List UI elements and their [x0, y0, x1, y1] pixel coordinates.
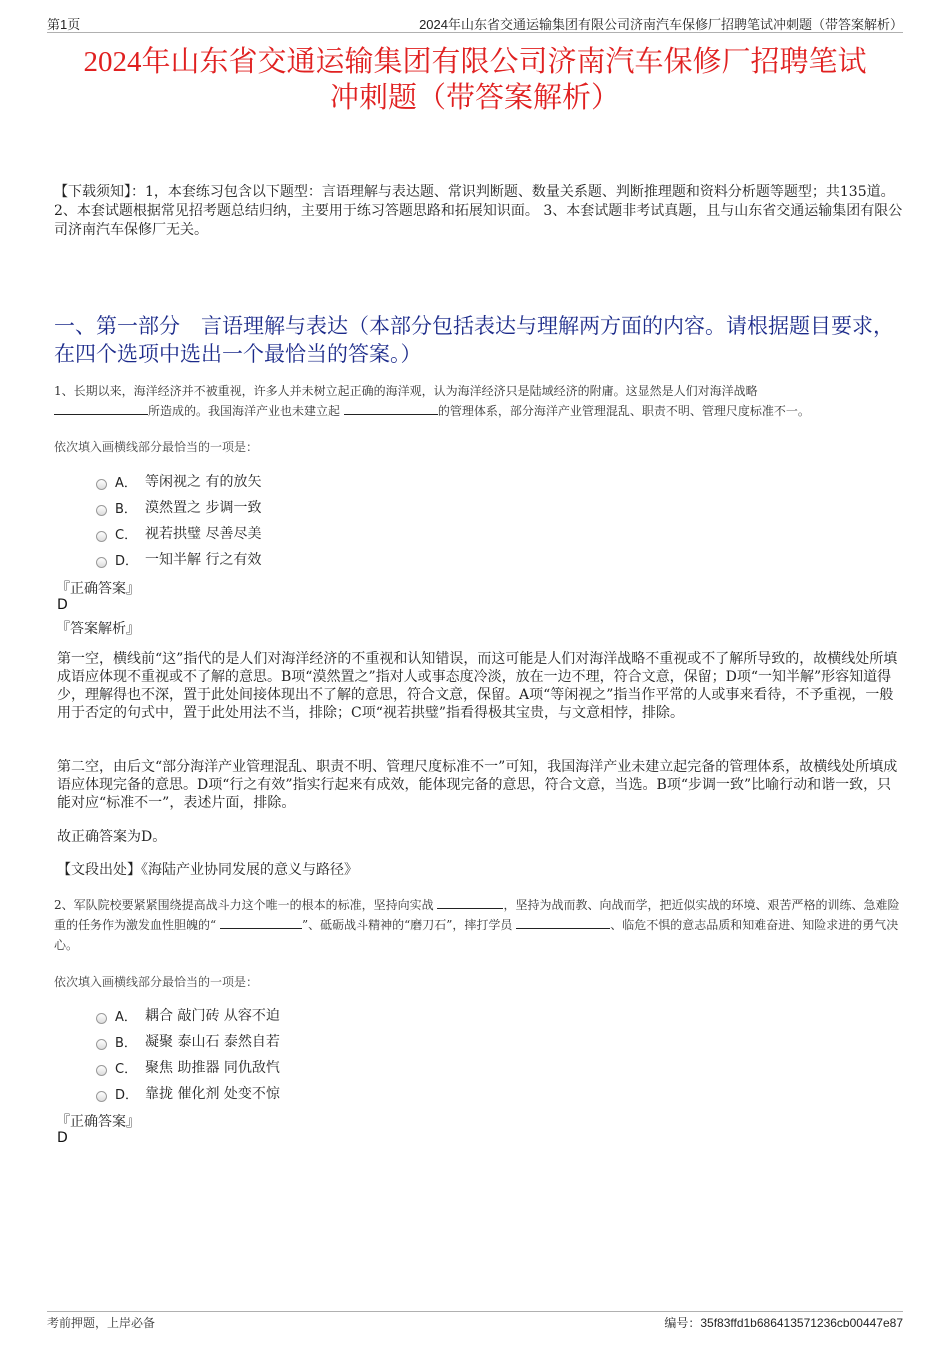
option-c[interactable]: C． 聚焦 助推器 同仇敌忾 — [96, 1054, 280, 1080]
download-notice: 【下载须知】：1，本套练习包含以下题型：言语理解与表达题、常识判断题、数量关系题、判断推理题和资料分析题等题型；共135道。 2、本套试题根据常见招考题总结归纳，主要用于练习答题思路和拓展知识面。 3、本套试题非考试真题，且与山东省交通运输集团有限公司济南汽车保修厂无关。 — [54, 184, 903, 238]
correct-answer-label: 『正确答案』 — [56, 581, 140, 597]
section-heading: 一、第一部分 言语理解与表达（本部分包括表达与理解两方面的内容。请根据题目要求，在四个选项中选出一个最恰当的答案。） — [54, 314, 894, 366]
question-1-options — [96, 468, 261, 572]
question-1-prompt: 依次填入画横线部分最恰当的一项是： — [54, 440, 259, 454]
radio-button[interactable] — [96, 557, 107, 568]
correct-answer: D — [57, 1130, 68, 1146]
document-title — [40, 44, 910, 116]
question-2-options — [96, 1002, 280, 1106]
blank-1 — [437, 896, 503, 909]
blank-2 — [220, 916, 302, 929]
header-doc-title: 2024年山东省交通运输集团有限公司济南汽车保修厂招聘笔试冲刺题（带答案解析） — [419, 17, 903, 32]
title-line-2: 冲刺题（带答案解析） — [329, 82, 620, 114]
option-b[interactable]: B． 凝聚 泰山石 泰然自若 — [96, 1028, 280, 1054]
option-a[interactable]: A． 等闲视之 有的放矢 — [96, 468, 261, 494]
question-2-stem: 2、军队院校要紧紧围绕提高战斗力这个唯一的根本的标准，坚持向实战 ，坚持为战而教、向战而学，把近似实战的环境、艰苦严格的训练、急难险重的任务作为激发血性胆魄的“ ”、砥砺战斗精神的“磨刀石”，摔打学员 、临危不惧的意志品质和知难奋进、知险求进的勇气决心。 — [54, 898, 900, 952]
radio-button[interactable] — [96, 1013, 107, 1024]
blank-3 — [516, 916, 610, 929]
option-a[interactable]: A． 耦合 敲门砖 从容不迫 — [96, 1002, 280, 1028]
analysis-label: 『答案解析』 — [56, 621, 140, 637]
source-citation: 【文段出处】《海陆产业协同发展的意义与路径》 — [57, 862, 358, 878]
blank-2 — [344, 402, 438, 415]
footer-slogan: 考前押题，上岸必备 — [47, 1316, 156, 1330]
option-d[interactable]: D． 靠拢 催化剂 处变不惊 — [96, 1080, 280, 1106]
analysis-paragraph-2: 第二空，由后文“部分海洋产业管理混乱、职责不明、管理尺度标准不一”可知，我国海洋产业未建立起完备的管理体系，故横线处所填成语应体现完备的意思。D项“行之有效”指实行起来有成效，能体现完备的意思，符合文意，当选。B项“步调一致”比喻行动和谐一致，只能对应“标准不一”，表述片面，排除。 — [57, 759, 898, 811]
option-b[interactable]: B． 漠然置之 步调一致 — [96, 494, 261, 520]
correct-answer: D — [57, 597, 68, 613]
analysis-conclusion: 故正确答案为D。 — [57, 829, 167, 845]
question-2-prompt: 依次填入画横线部分最恰当的一项是： — [54, 975, 259, 989]
analysis-paragraph-1: 第一空，横线前“这”指代的是人们对海洋经济的不重视和认知错误，而这可能是人们对海洋战略不重视或不了解所导致的，故横线处所填成语应体现不重视或不了解的意思。B项“漠然置之”指对人或事态度冷淡，放在一边不理，符合文意，保留；D项“一知半解”形容知道得少，理解得也不深，置于此处间接体现出不了解的意思，符合文意，保留。A项“等闲视之”指当作平常的人或事来看待，不予重视，一般用于否定的句式中，置于此处用法不当，排除；C项“视若拱璧”指看得极其宝贵，与文意相悖，排除。 — [57, 651, 898, 721]
option-c[interactable]: C． 视若拱璧 尽善尽美 — [96, 520, 261, 546]
radio-button[interactable] — [96, 531, 107, 542]
question-1-stem: 1、长期以来，海洋经济并不被重视，许多人并未树立起正确的海洋观，认为海洋经济只是陆域经济的附庸。这显然是人们对海洋战略 所造成的。我国海洋产业也未建立起 的管理体系，部分海洋产业管理混乱、职责不明、管理尺度标准不一。 — [54, 384, 810, 418]
code-label: 编号： — [664, 1316, 701, 1330]
correct-answer-label: 『正确答案』 — [56, 1114, 140, 1130]
radio-button[interactable] — [96, 1065, 107, 1076]
footer-divider — [47, 1311, 903, 1312]
page-header — [47, 12, 903, 33]
document-code — [664, 1314, 903, 1331]
option-d[interactable]: D． 一知半解 行之有效 — [96, 546, 261, 572]
radio-button[interactable] — [96, 1091, 107, 1102]
radio-button[interactable] — [96, 1039, 107, 1050]
code-value: 35f83ffd1b686413571236cb00447e87 — [700, 1316, 903, 1330]
radio-button[interactable] — [96, 505, 107, 516]
blank-1 — [54, 402, 148, 415]
radio-button[interactable] — [96, 479, 107, 490]
title-line-1: 2024年山东省交通运输集团有限公司济南汽车保修厂招聘笔试 — [83, 46, 867, 78]
page-number: 第1页 — [47, 17, 81, 32]
